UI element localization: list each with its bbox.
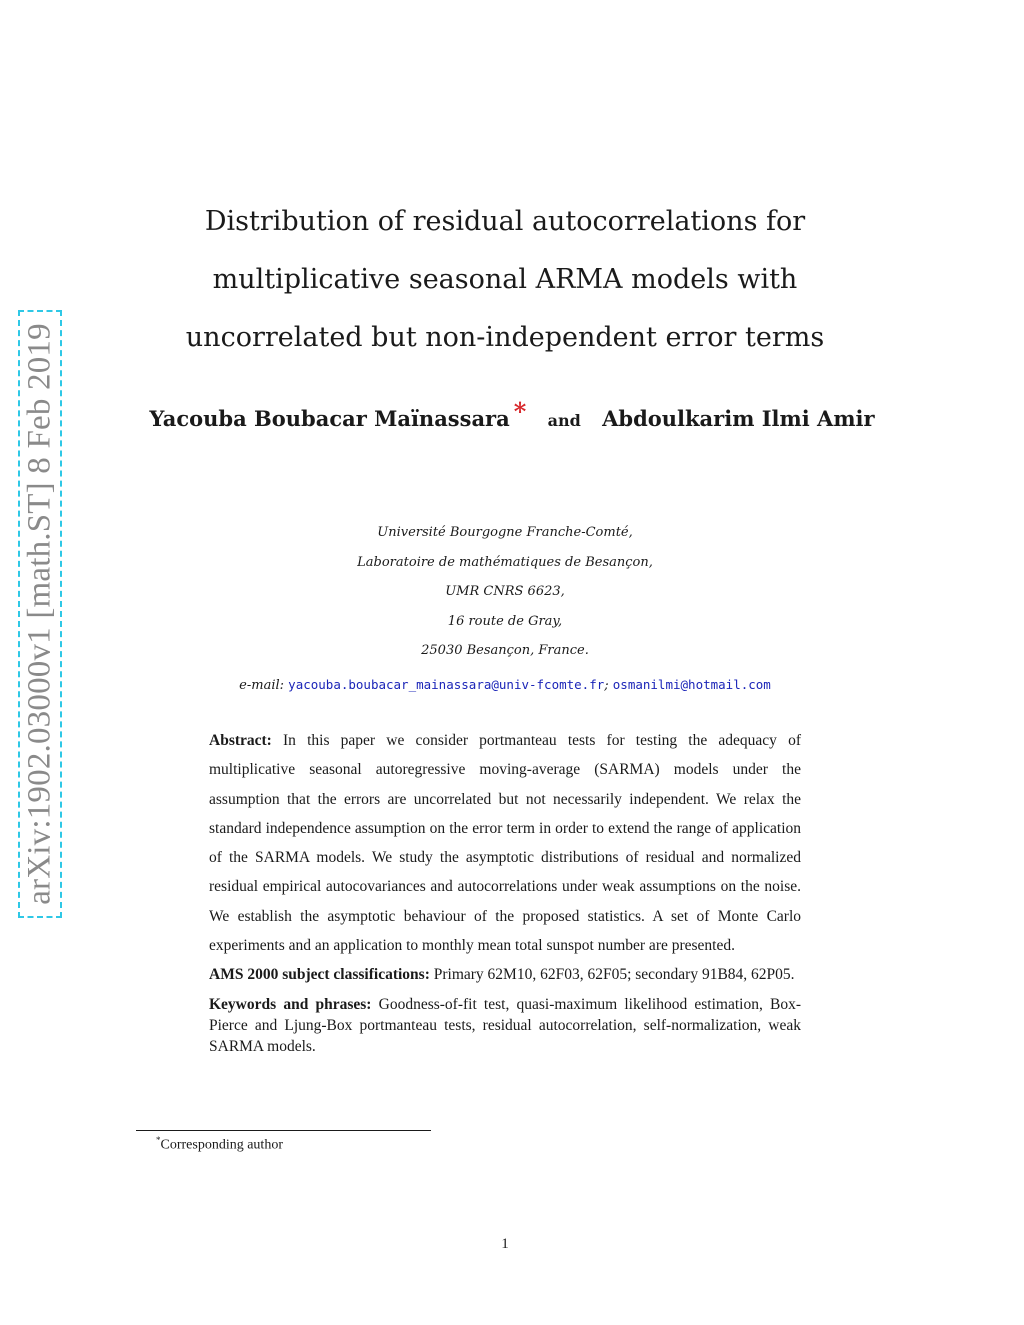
corresponding-author-mark[interactable]: * [513, 397, 527, 426]
email-link-2[interactable]: osmanilmi@hotmail.com [612, 677, 771, 692]
email-line [0, 677, 1010, 693]
footnote-mark: * [156, 1135, 161, 1145]
abstract-section [209, 726, 801, 1057]
keywords-heading: Keywords and phrases: [209, 995, 372, 1013]
abstract-heading: Abstract: [209, 732, 272, 749]
ams-heading: AMS 2000 subject classifications: [209, 966, 430, 984]
author-1: Yacouba Boubacar Maïnassara [149, 406, 510, 431]
email-separator: ; [604, 678, 609, 693]
email-label: e-mail: [239, 678, 285, 693]
affiliation-line: 25030 Besançon, France. [421, 643, 589, 658]
affiliation-line: 16 route de Gray, [447, 613, 563, 629]
abstract-text: In this paper we consider portmanteau tests for testing the adequacy of multiplicative seasonal autoregressive moving-average (SARMA) models under the assumption that the errors are uncorrelated but not necessarily independent. We relax the standard independence assumption on the error term in order to extend the range of application of the SARMA models. We study the asymptotic distributions of residual and normalized residual empirical autocovariances and autocorrelations under weak assumptions on the noise. We establish the asymptotic behaviour of the proposed statistics. A set of Monte Carlo experiments and an application to monthly mean total sunspot number are presented. [209, 732, 801, 955]
author-2: Abdoulkarim Ilmi Amir [602, 406, 875, 431]
abstract-paragraph [209, 726, 801, 960]
page-number: 1 [501, 1236, 509, 1252]
email-link-1[interactable]: yacouba.boubacar_mainassara@univ-fcomte.fr [288, 677, 605, 692]
title-line-3: uncorrelated but non-independent error terms [185, 322, 825, 353]
keywords-paragraph [209, 994, 801, 1057]
author-separator: and [547, 411, 581, 430]
title-line-2: multiplicative seasonal ARMA models with [212, 264, 798, 295]
authors [0, 397, 1024, 432]
ams-paragraph [209, 960, 801, 989]
paper-title [150, 193, 860, 367]
affiliation-line: UMR CNRS 6623, [445, 584, 565, 599]
affiliation-line: Université Bourgogne Franche-Comté, [377, 525, 633, 540]
affiliation-line: Laboratoire de mathématiques de Besançon, [357, 554, 653, 570]
affiliation [0, 518, 1010, 666]
footnote [156, 1135, 283, 1154]
footnote-text: Corresponding author [160, 1137, 283, 1153]
title-line-1: Distribution of residual autocorrelations for [204, 206, 806, 237]
ams-text: Primary 62M10, 62F03, 62F05; secondary 91B84, 62P05. [433, 966, 795, 984]
arxiv-id: arXiv:1902.03000v1 [math.ST] 8 Feb 2019 [21, 323, 58, 905]
keywords-text: Goodness-of-fit test, quasi-maximum likelihood estimation, Box-Pierce and Ljung-Box portmanteau tests, residual autocorrelation, self-normalization, weak SARMA models. [209, 995, 802, 1055]
footnote-rule [136, 1130, 431, 1131]
